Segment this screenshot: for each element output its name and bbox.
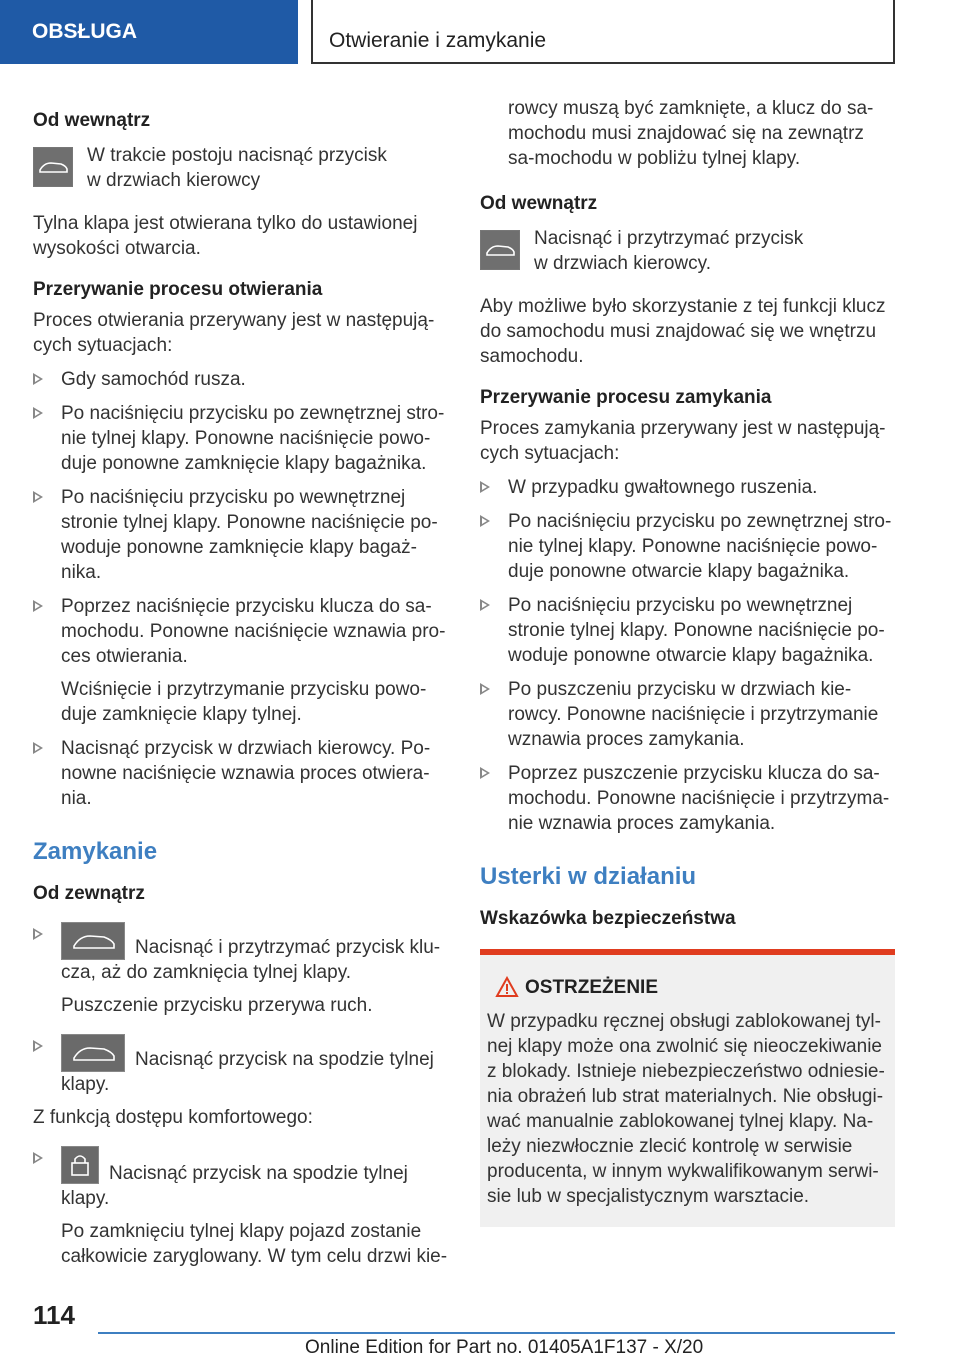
inside-text-2: w drzwiach kierowcy. (534, 253, 712, 274)
list-item: Po naciśnięciu przycisku po zewnętrznej stro-nie tylnej klapy. Ponowne naciśnięcie powo-duje ponowne otwarcie klapy bagażnika. (480, 509, 895, 584)
footer-divider (98, 1332, 895, 1334)
list-item: Po naciśnięciu przycisku po wewnętrznej stronie tylnej klapy. Ponowne naciśnięcie po-woduje ponowne zamknięcie klapy bagaż-nika. (33, 485, 448, 585)
list-item: Nacisnąć przycisk na spodzie tylnej klapy. (33, 1034, 448, 1097)
bullet-triangle-icon (480, 599, 490, 611)
tailgate-bottom-button-icon (61, 1034, 125, 1072)
chapter-title: Otwieranie i zamykanie (311, 0, 895, 64)
para-comfort: Z funkcją dostępu komfortowego: (33, 1107, 313, 1128)
list-item: Nacisnąć przycisk na spodzie tylnej klapy. Po zamknięciu tylnej klapy pojazd zostanie całkowicie zaryglowany. W tym celu drzwi kie- (33, 1146, 448, 1269)
tailgate-button-icon (33, 147, 73, 187)
list-closing (33, 922, 448, 1097)
list-item-sub: Puszczenie przycisku przerywa ruch. (61, 995, 373, 1016)
list-item: Nacisnąć przycisk w drzwiach kierowcy. Po-nowne naciśnięcie wznawia proces otwiera-nia. (33, 736, 448, 811)
page-number: 114 (33, 1300, 75, 1330)
bullet-triangle-icon (33, 373, 43, 385)
heading-interrupt-open: Przerywanie procesu otwierania (33, 279, 323, 300)
right-column (480, 96, 895, 1227)
key-tailgate-icon (61, 922, 125, 960)
inside-text-2: w drzwiach kierowcy (87, 170, 261, 191)
bullet-triangle-icon (480, 481, 490, 493)
list-item: W przypadku gwałtownego ruszenia. (480, 475, 895, 500)
list-interrupt-close (480, 475, 895, 836)
heading-interrupt-close: Przerywanie procesu zamykania (480, 387, 772, 408)
list-item: Nacisnąć i przytrzymać przycisk klu-cza, aż do zamknięcia tylnej klapy. Puszczenie przycisku przerywa ruch. (33, 922, 448, 1018)
para-key-inside: Aby możliwe było skorzystanie z tej funkcji klucz do samochodu musi znajdować się we wnętrzu samochodu. (480, 296, 886, 367)
para-interrupt-open: Proces otwierania przerywany jest w następują-cych sytuacjach: (33, 310, 435, 356)
inside-text-1: W trakcie postoju nacisnąć przycisk (87, 145, 387, 166)
heading-inside: Od wewnątrz (480, 193, 598, 214)
bullet-triangle-icon (480, 515, 490, 527)
heading-faults: Usterki w działaniu (480, 863, 697, 890)
heading-outside: Od zewnątrz (33, 883, 145, 904)
list-item-sub: Wciśnięcie i przytrzymanie przycisku powo-duje zamknięcie klapy tylnej. (61, 679, 427, 725)
warning-text: W przypadku ręcznej obsługi zablokowanej tyl-nej klapy może ona zwolnić się nieoczekiwanie z blokady. Istnieje niebezpieczeństwo odniesie-nia obrażeń lub strat materialnych. Nie obsługi-wać manualnie zablokowanej tylnej klapy. Na-leży niezwłocznie zlecić kontrolę w serwisie producenta, w innym wykwalifikowanym serwi-sie lub w specjalistycznym warsztacie. (487, 1011, 885, 1207)
section-tab: OBSŁUGA (0, 0, 298, 64)
heading-safety: Wskazówka bezpieczeństwa (480, 908, 736, 929)
list-item: Poprzez puszczenie przycisku klucza do sa-mochodu. Ponowne naciśnięcie i przytrzyma-nie wznawia proces zamykania. (480, 761, 895, 836)
bullet-triangle-icon (33, 491, 43, 503)
warning-triangle-icon (495, 976, 519, 1004)
bullet-triangle-icon (33, 742, 43, 754)
list-comfort (33, 1146, 448, 1269)
warning-title: OSTRZEŻENIE (525, 977, 888, 999)
list-item: Po naciśnięciu przycisku po wewnętrznej stronie tylnej klapy. Ponowne naciśnięcie po-woduje ponowne otwarcie klapy bagażnika. (480, 593, 895, 668)
list-item: Poprzez naciśnięcie przycisku klucza do sa-mochodu. Ponowne naciśnięcie wznawia pro-ces otwierania. Wciśnięcie i przytrzymanie przycisku powo-duje zamknięcie klapy tylnej. (33, 594, 448, 727)
list-item: Gdy samochód rusza. (33, 367, 448, 392)
bullet-triangle-icon (33, 928, 43, 940)
lock-icon (61, 1146, 99, 1184)
continued-text: rowcy muszą być zamknięte, a klucz do sa-mochodu musi znajdować się na zewnątrz sa-mochodu w pobliżu tylnej klapy. (508, 98, 874, 169)
para-interrupt-close: Proces zamykania przerywany jest w następują-cych sytuacjach: (480, 418, 886, 464)
heading-inside: Od wewnątrz (33, 110, 151, 131)
bullet-triangle-icon (33, 407, 43, 419)
inside-text-1: Nacisnąć i przytrzymać przycisk (534, 228, 804, 249)
bullet-triangle-icon (480, 683, 490, 695)
bullet-triangle-icon (480, 767, 490, 779)
list-interrupt-open (33, 367, 448, 811)
inside-button-row (33, 143, 448, 193)
left-column (33, 96, 448, 1269)
heading-closing: Zamykanie (33, 838, 158, 865)
inside-button-row (480, 226, 895, 276)
tailgate-button-icon (480, 230, 520, 270)
bullet-triangle-icon (33, 1040, 43, 1052)
warning-box (480, 949, 895, 1227)
list-item: Po puszczeniu przycisku w drzwiach kie-rowcy. Ponowne naciśnięcie i przytrzymanie wznawia proces zamykania. (480, 677, 895, 752)
footer-edition: Online Edition for Part no. 01405A1F137 - X/20 (305, 1337, 704, 1358)
list-item-sub: Po zamknięciu tylnej klapy pojazd zostanie całkowicie zaryglowany. W tym celu drzwi kie- (61, 1221, 448, 1267)
bullet-triangle-icon (33, 1152, 43, 1164)
bullet-triangle-icon (33, 600, 43, 612)
list-item: Po naciśnięciu przycisku po zewnętrznej stro-nie tylnej klapy. Ponowne naciśnięcie powo-duje ponowne zamknięcie klapy bagażnika. (33, 401, 448, 476)
para-open-height: Tylna klapa jest otwierana tylko do ustawionej wysokości otwarcia. (33, 213, 418, 259)
